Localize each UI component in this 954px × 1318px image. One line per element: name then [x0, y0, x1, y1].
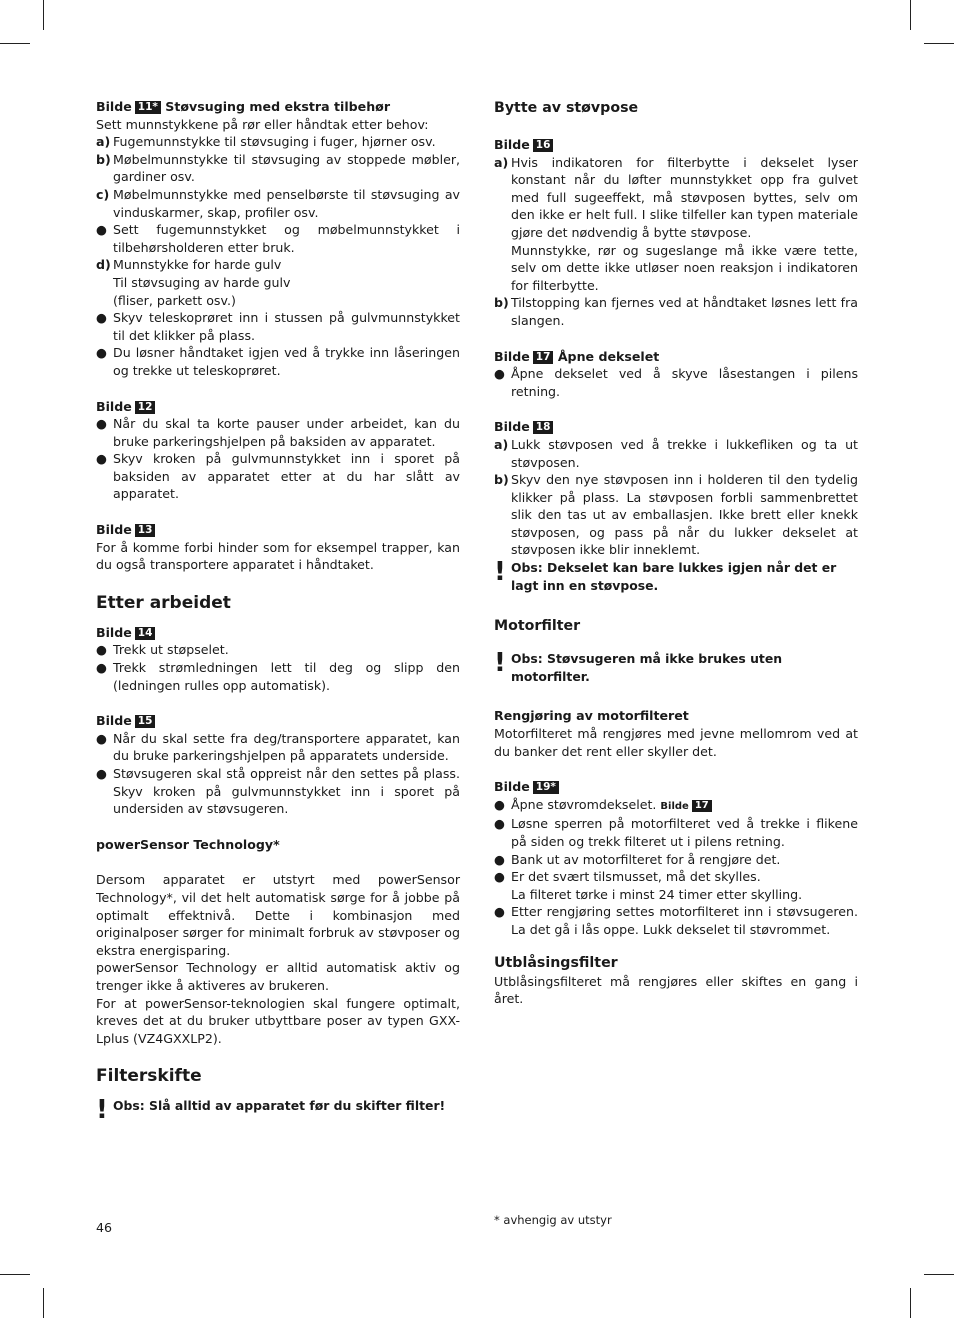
list-item: ● Åpne dekselet ved å skyve låsestangen i pilens retning. — [494, 366, 858, 399]
list-item: ● Bank ut av motorfilteret for å rengjøre det. — [494, 851, 781, 867]
figure-heading-12: Bilde 12 — [96, 398, 460, 416]
crop-mark — [910, 1288, 911, 1318]
figure-heading-18: Bilde 18 — [494, 418, 858, 436]
intro-text: Sett munnstykkene på rør eller håndtak etter behov: — [96, 116, 429, 132]
crop-mark — [0, 1274, 30, 1275]
page-number: 46 — [96, 1220, 113, 1235]
footnote: * avhengig av utstyr — [494, 1213, 612, 1227]
paragraph: Motorfilteret må rengjøres med jevne mellomrom ved at du banker det rent eller skyller det. — [494, 726, 858, 759]
subsection-heading: powerSensor Technology* — [96, 836, 280, 852]
list-item: ● Skyv kroken på gulvmunnstykket inn i sporet på baksiden av apparatet etter at du har slått av apparatet. — [96, 451, 460, 502]
figure-heading-15: Bilde 15 — [96, 712, 460, 730]
crop-mark — [43, 1288, 44, 1318]
list-item: b) Skyv den nye støvposen inn i holderen til den tydelig klikker på plass. La støvposen forbli sammenbrettet slik den tas ut av emballasjen. Ikke brett eller knekk støvposen, og pass på når du lukker dekselet at støvposen ikke blir inneklemt. — [494, 472, 858, 558]
list-item: ● Trekk strømledningen lett til deg og slipp den (ledningen rulles opp automatisk). — [96, 660, 460, 693]
exclamation-icon: ! — [494, 557, 506, 588]
figure-heading-16: Bilde 16 — [494, 136, 858, 154]
list-item: ● Du løsner håndtaket igjen ved å trykke inn låseringen og trekke ut teleskoprøret. — [96, 345, 460, 378]
list-item: ● Trekk ut støpselet. — [96, 642, 229, 658]
figure-number-badge: 17 — [692, 800, 712, 812]
list-item: a) Lukk støvposen ved å trekke i lukkefliken og ta ut støvposen. — [494, 436, 858, 470]
left-column — [96, 98, 460, 1126]
figure-heading-13: Bilde 13 — [96, 521, 460, 539]
list-item: ● Løsne sperren på motorfilteret ved å trekke i flikene på siden og trekk filteret ut i pilens retning. — [494, 816, 858, 849]
warning-note: ! Obs: Dekselet kan bare lukkes igjen når det er lagt inn en støvpose. — [494, 557, 837, 593]
figure-number-badge: 12 — [135, 401, 156, 414]
section-heading: Filterskifte — [96, 1066, 202, 1087]
figure-number-badge: 14 — [135, 627, 156, 640]
crop-mark — [910, 0, 911, 30]
list-item: ● Støvsugeren skal stå oppreist når den settes på plass. Skyv kroken på gulvmunnstykket inn i sporet på undersiden av støvsugeren. — [96, 766, 460, 817]
figure-heading-19: Bilde 19* — [494, 778, 858, 796]
list-item: ● Når du skal sette fra deg/transportere apparatet, kan du bruke parkeringshjelpen på apparatets underside. — [96, 730, 460, 764]
paragraph: For å komme forbi hinder som for eksempel trapper, kan du også transportere apparatet i håndtaket. — [96, 539, 460, 573]
list-item: b) Møbelmunnstykke til støvsuging av stoppede møbler, gardiner osv. — [96, 151, 460, 185]
figure-heading-14: Bilde 14 — [96, 624, 460, 642]
crop-mark — [924, 1274, 954, 1275]
list-item: d) Munnstykke for harde gulv Til støvsuging av harde gulv (fliser, parkett osv.) — [96, 257, 291, 308]
section-heading: Etter arbeidet — [96, 592, 231, 613]
right-column — [494, 98, 858, 1008]
exclamation-icon: ! — [494, 648, 506, 679]
section-heading: Bytte av støvpose — [494, 100, 639, 116]
list-item: a) Hvis indikatoren for filterbytte i dekselet lyser konstant når du løfter munnstykket opp fra gulvet med full sugeeffekt, må støvposen byttes, selv om den ikke er helt full. I slike tilfeller kan typen materiale gjøre det nødvendig å bytte støvpose. Munnstykke, rør og sugeslange må ikke være tette, selv om dette ikke utløser noen reaksjon i indikatoren for filterbytte. — [494, 154, 858, 293]
figure-heading-17: Bilde 17 Åpne dekselet — [494, 348, 660, 364]
warning-note: ! Obs: Slå alltid av apparatet før du skifter filter! — [96, 1095, 446, 1126]
crop-mark — [43, 0, 44, 30]
paragraph: powerSensor Technology er alltid automatisk aktiv og trenger ikke å aktiveres av brukeren. — [96, 960, 460, 993]
figure-number-badge: 15 — [135, 715, 156, 728]
figure-number-badge: 18 — [533, 421, 554, 434]
exclamation-icon: ! — [96, 1095, 108, 1126]
list-item: ● Sett fugemunnstykket og møbelmunnstykket i tilbehørsholderen etter bruk. — [96, 222, 460, 255]
list-item: ● Er det svært tilsmusset, må det skylles. La filteret tørke i minst 24 timer etter skylling. — [494, 869, 803, 902]
figure-number-badge: 11* — [135, 101, 161, 114]
warning-note: ! Obs: Støvsugeren må ikke brukes uten motorfilter. — [494, 648, 783, 684]
list-item: ● Når du skal ta korte pauser under arbeidet, kan du bruke parkeringshjelpen på baksiden av apparatet. — [96, 416, 460, 449]
figure-number-badge: 13 — [135, 524, 156, 537]
list-item: c) Møbelmunnstykke med penselbørste til støvsuging av vinduskarmer, skap, profiler osv. — [96, 186, 460, 220]
paragraph: Dersom apparatet er utstyrt med powerSensor Technology*, vil det helt automatisk sørge for å jobbe på optimalt effektnivå. Dette i kombinasjon med originalposer sørger for minimalt forbruk av støvposer og ekstra energisparing. — [96, 872, 460, 958]
list-item: ● Etter rengjøring settes motorfilteret inn i støvsugeren. La det gå i lås oppe. Lukk dekselet til støvrommet. — [494, 904, 858, 937]
section-heading: Utblåsingsfilter — [494, 954, 618, 971]
paragraph: Utblåsingsfilteret må rengjøres eller skiftes en gang i året. — [494, 973, 858, 1007]
section-heading: Motorfilter — [494, 618, 581, 635]
list-item: a) Fugemunnstykke til støvsuging i fuger, hjørner osv. — [96, 134, 436, 150]
subsection-heading: Rengjøring av motorfilteret — [494, 708, 689, 724]
list-item: b) Tilstopping kan fjernes ved at håndtaket løsnes lett fra slangen. — [494, 295, 858, 328]
figure-heading-11: Bilde 11* Støvsuging med ekstra tilbehør — [96, 99, 391, 114]
figure-number-badge: 16 — [533, 139, 554, 152]
figure-number-badge: 17 — [533, 351, 554, 364]
list-item: ● Skyv teleskoprøret inn i stussen på gulvmunnstykket til det klikker på plass. — [96, 310, 460, 343]
crop-mark — [0, 43, 30, 44]
figure-number-badge: 19* — [533, 781, 559, 794]
list-item: ● Åpne støvromdekselet. Bilde 17 — [494, 796, 858, 816]
paragraph: For at powerSensor-teknologien skal fungere optimalt, kreves det at du bruker utbyttbare poser av typen GXX-Lplus (VZ4GXXLP2). — [96, 995, 460, 1046]
crop-mark — [924, 43, 954, 44]
